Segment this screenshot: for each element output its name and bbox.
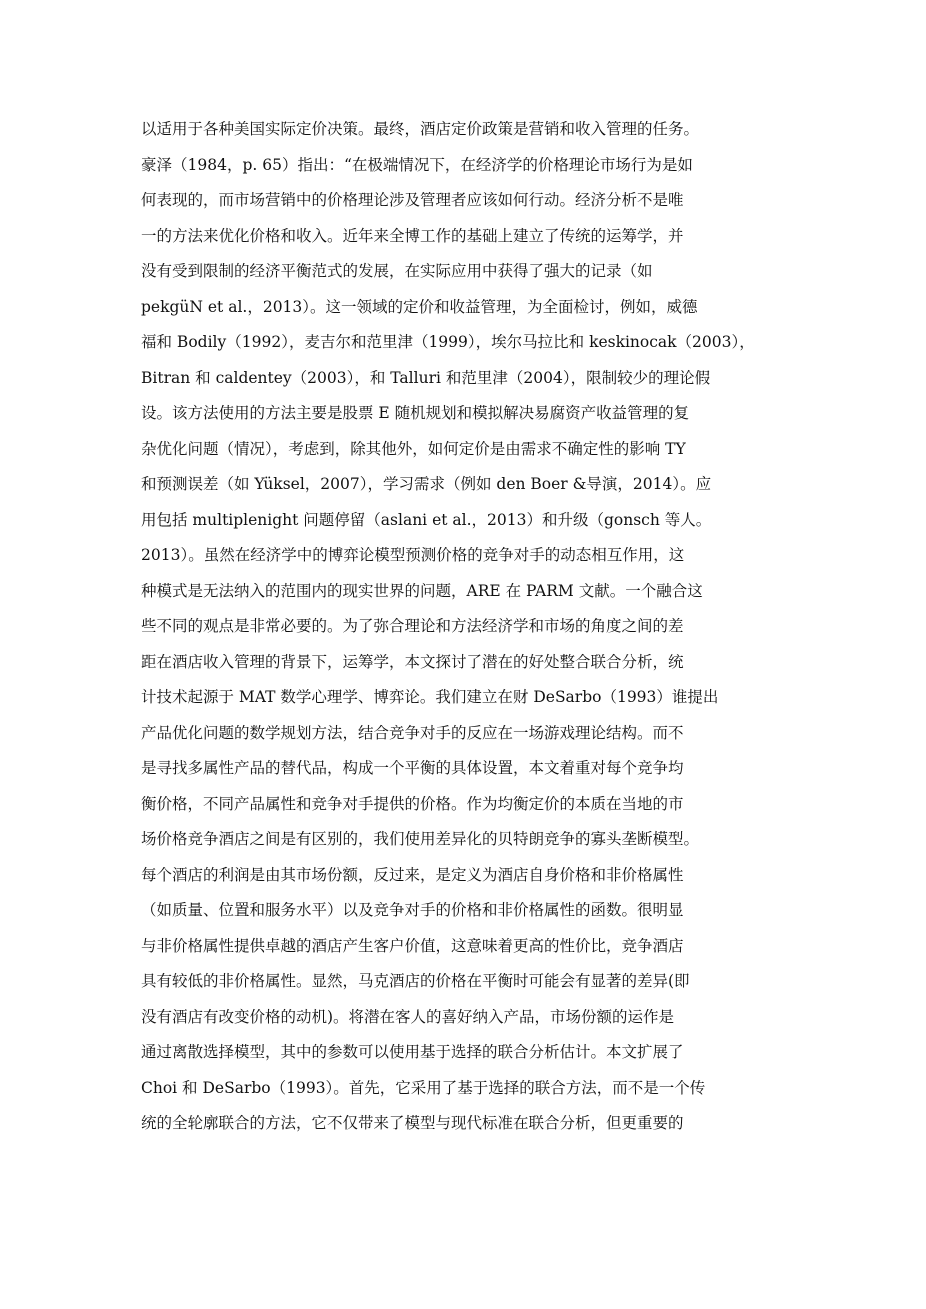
text-line: 和预测误差（如 Yüksel，2007），学习需求（例如 den Boer &导演，2014）。应 xyxy=(141,475,712,493)
text-line: Choi 和 DeSarbo（1993）。首先，它采用了基于选择的联合方法，而不是一个传 xyxy=(141,1078,706,1097)
text-line: 设。该方法使用的方法主要是股票 E 随机规划和模拟解决易腐资产收益管理的复 xyxy=(141,404,690,422)
text-line: 统的全轮廓联合的方法，它不仅带来了模型与现代标准在联合分析，但更重要的 xyxy=(141,1114,684,1132)
text-line: 何表现的，而市场营销中的价格理论涉及管理者应该如何行动。经济分析不是唯 xyxy=(141,191,684,209)
text-line: 2013）。虽然在经济学中的博弈论模型预测价格的竞争对手的动态相互作用，这 xyxy=(141,546,685,564)
text-line: 与非价格属性提供卓越的酒店产生客户价值，这意味着更高的性价比，竞争酒店 xyxy=(141,936,684,955)
text-line: 些不同的观点是非常必要的。为了弥合理论和方法经济学和市场的角度之间的差 xyxy=(141,617,684,635)
text-line: 通过离散选择模型，其中的参数可以使用基于选择的联合分析估计。本文扩展了 xyxy=(141,1043,684,1061)
text-line: 福和 Bodily（1992），麦吉尔和范里津（1999），埃尔马拉比和 keskinocak（2003）， xyxy=(141,333,755,351)
text-line: 每个酒店的利润是由其市场份额，反过来，是定义为酒店自身价格和非价格属性 xyxy=(141,865,684,884)
text-line: Bitran 和 caldentey（2003），和 Talluri 和范里津（2004），限制较少的理论假 xyxy=(141,368,711,387)
text-line: 一的方法来优化价格和收入。近年来全博工作的基础上建立了传统的运筹学，并 xyxy=(141,226,684,245)
text-line: 是寻找多属性产品的替代品，构成一个平衡的具体设置，本文着重对每个竞争均 xyxy=(141,759,684,777)
text-line: 衡价格，不同产品属性和竞争对手提供的价格。作为均衡定价的本质在当地的市 xyxy=(141,794,684,813)
text-line: 没有受到限制的经济平衡范式的发展，在实际应用中获得了强大的记录（如 xyxy=(141,262,653,280)
text-line: 产品优化问题的数学规划方法，结合竞争对手的反应在一场游戏理论结构。而不 xyxy=(141,723,684,742)
text-line: 杂优化问题（情况），考虑到，除其他外，如何定价是由需求不确定性的影响 TY xyxy=(141,439,686,458)
text-line: 场价格竞争酒店之间是有区别的，我们使用差异化的贝特朗竞争的寡头垄断模型。 xyxy=(141,830,700,848)
text-line: 具有较低的非价格属性。显然，马克酒店的价格在平衡时可能会有显著的差异(即 xyxy=(141,972,690,990)
text-line: 距在酒店收入管理的背景下，运筹学，本文探讨了潜在的好处整合联合分析，统 xyxy=(141,652,684,671)
text-line: 用包括 multiplenight 问题停留（aslani et al.，2013）和升级（gonsch 等人。 xyxy=(141,510,712,529)
body-text xyxy=(141,112,791,1142)
text-line: （如质量、位置和服务水平）以及竞争对手的价格和非价格属性的函数。很明显 xyxy=(141,901,684,919)
text-line: pekgüN et al.，2013）。这一领域的定价和收益管理，为全面检讨，例如，威德 xyxy=(141,297,698,316)
text-line: 没有酒店有改变价格的动机)。将潜在客人的喜好纳入产品，市场份额的运作是 xyxy=(141,1007,675,1026)
text-line: 以适用于各种美国实际定价决策。最终，酒店定价政策是营销和收入管理的任务。 xyxy=(141,120,700,138)
text-line: 计技术起源于 MAT 数学心理学、博弈论。我们建立在财 DeSarbo（1993）谁提出 xyxy=(141,688,719,706)
text-line: 豪泽（1984，p. 65）指出：“在极端情况下，在经济学的价格理论市场行为是如 xyxy=(141,155,693,174)
text-line: 种模式是无法纳入的范围内的现实世界的问题，ARE 在 PARM 文献。一个融合这 xyxy=(141,581,703,600)
